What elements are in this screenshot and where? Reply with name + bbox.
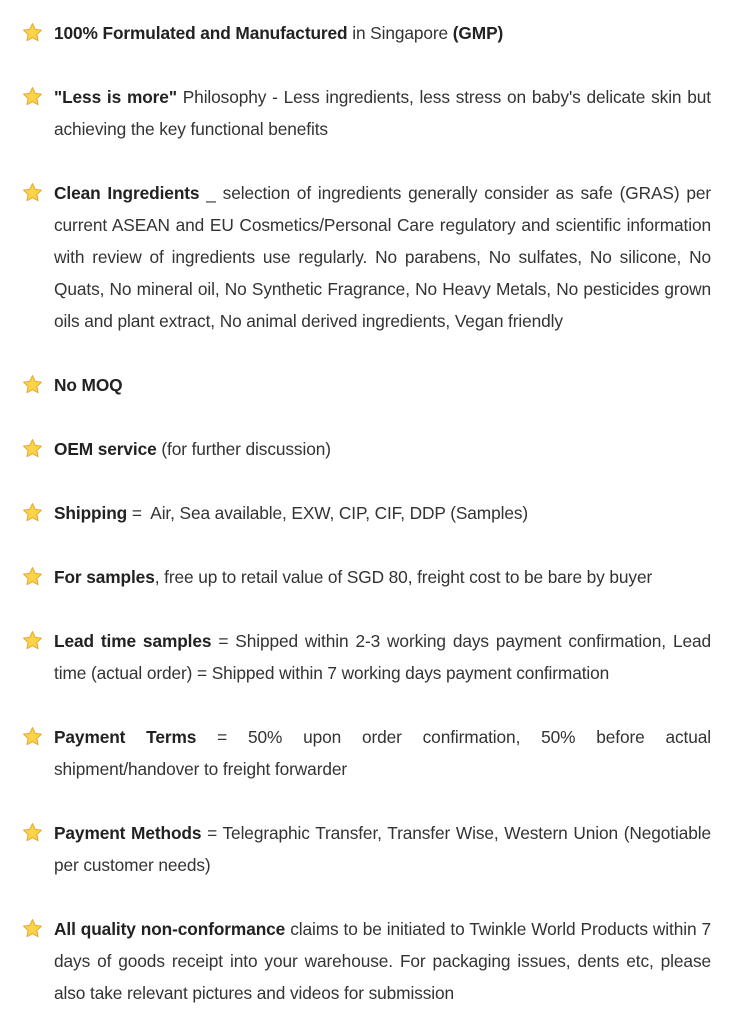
star-icon [22,86,54,108]
item-heading: For samples [54,567,155,587]
list-item-text [54,721,711,785]
item-heading: No MOQ [54,375,123,395]
list-item-text [54,433,711,465]
list-item-text [54,913,711,1009]
item-body: claims to be initiated to Twinkle World Products within 7 days of goods receipt into your warehouse. For packaging issues, dents etc, please also take relevant pictures and videos for submission [54,919,711,1003]
star-icon [22,438,54,460]
list-item-clean-ingredients [22,177,711,337]
item-body: (for further discussion) [156,439,331,459]
item-heading: All quality non-conformance [54,919,286,939]
list-item-oem [22,433,711,465]
item-body: _ selection of ingredients generally consider as safe (GRAS) per current ASEAN and EU Cosmetics/Personal Care regulatory and scientific information with review of ingredients use regularly. No parabens, No sulfates, No silicone, No Quats, No mineral oil, No Synthetic Fragrance, No Heavy Metals, No pesticides grown oils and plant extract, No animal derived ingredients, Vegan friendly [54,183,711,331]
item-heading: Shipping [54,503,128,523]
list-item-payment-terms [22,721,711,785]
list-item-text [54,561,711,593]
list-item-text [54,817,711,881]
item-heading: Payment Methods [54,823,202,843]
item-heading: Lead time samples [54,631,212,651]
star-icon [22,182,54,204]
list-item-text [54,17,711,49]
list-item-text [54,497,711,529]
star-icon [22,918,54,940]
list-item-text [54,177,711,337]
item-heading: OEM service [54,439,157,459]
star-icon [22,566,54,588]
item-body: , free up to retail value of SGD 80, freight cost to be bare by buyer [154,567,653,587]
item-body: = 50% upon order confirmation, 50% before actual shipment/handover to freight forwarder [54,727,711,779]
item-body: = Telegraphic Transfer, Transfer Wise, Western Union (Negotiable per customer needs) [54,823,711,875]
star-icon [22,630,54,652]
star-icon [22,726,54,748]
item-heading-suffix: (GMP) [452,23,504,43]
star-icon [22,502,54,524]
list-item-lead-time [22,625,711,689]
list-item-samples [22,561,711,593]
item-heading: Payment Terms [54,727,197,747]
list-item-text [54,81,711,145]
list-item-quality-claims [22,913,711,1009]
item-heading: 100% Formulated and Manufactured [54,23,348,43]
star-icon [22,22,54,44]
list-item-shipping [22,497,711,529]
item-body: = Shipped within 2-3 working days payment confirmation, Lead time (actual order) = Shipped within 7 working days payment confirmation [54,631,711,683]
item-body: = Air, Sea available, EXW, CIP, CIF, DDP (Samples) [127,503,529,523]
item-heading: Clean Ingredients [54,183,200,203]
item-body: Philosophy - Less ingredients, less stress on baby's delicate skin but achieving the key functional benefits [54,87,711,139]
list-item-gmp [22,17,711,49]
list-item-payment-methods [22,817,711,881]
item-heading: "Less is more" [54,87,177,107]
list-item-moq [22,369,711,401]
star-icon [22,374,54,396]
list-item-text [54,369,711,401]
list-item-philosophy [22,81,711,145]
list-item-text [54,625,711,689]
star-icon [22,822,54,844]
item-body: in Singapore [347,23,453,43]
